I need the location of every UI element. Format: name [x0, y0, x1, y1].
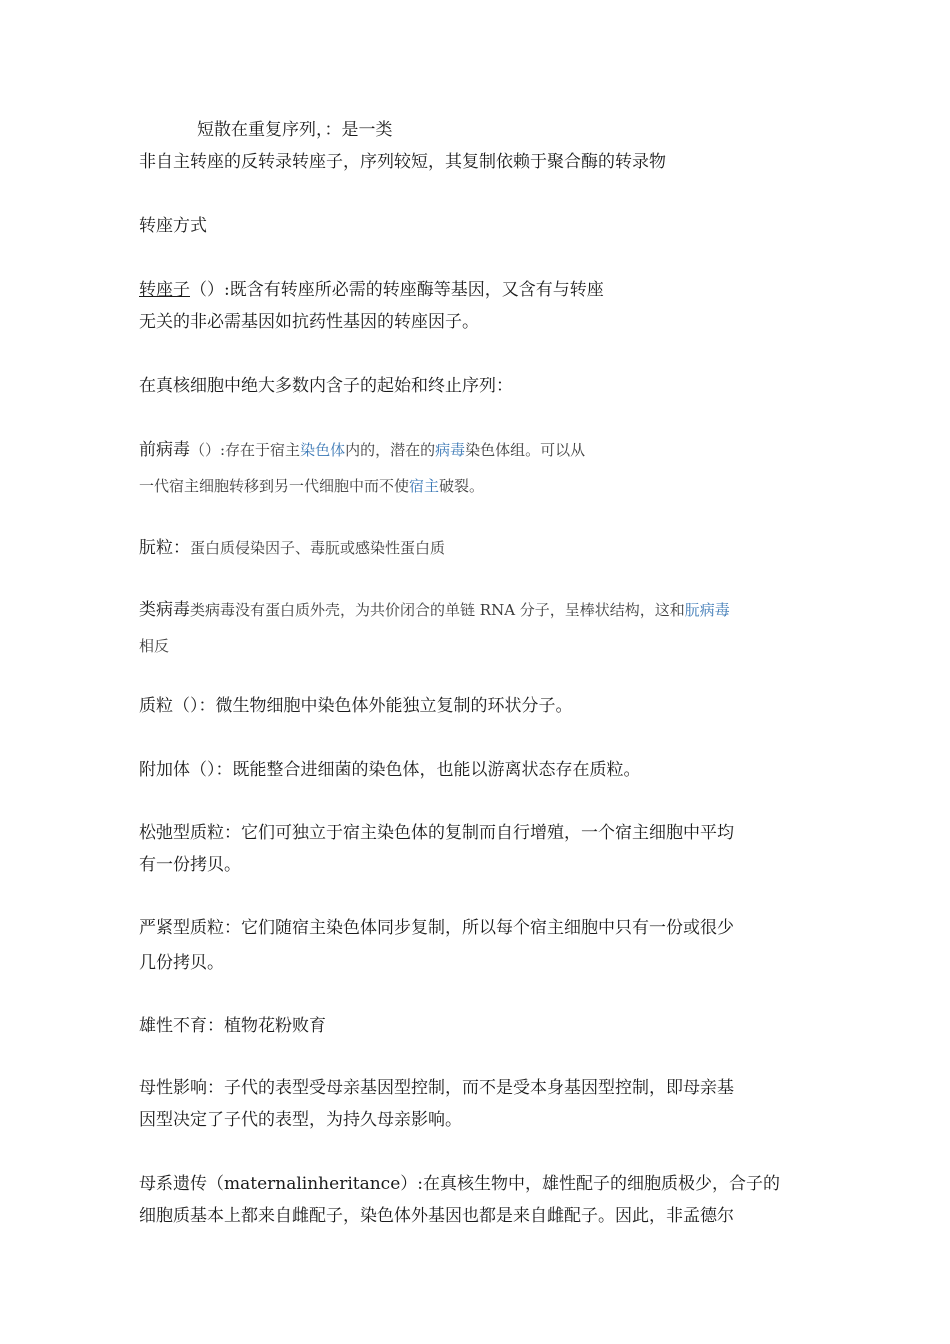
- heading-transposition-mode: 转座方式: [139, 216, 207, 236]
- transposon-def-start: （）:既含有转座所必需的转座酶等基因，又含有与转座: [190, 280, 604, 300]
- term-prion: 朊粒：: [139, 538, 190, 558]
- link-prion[interactable]: 朊病毒: [684, 601, 730, 619]
- provirus-text-a: （）:存在于宿主: [190, 441, 301, 459]
- paragraph-stringent-plasmid-line-2: 几份拷贝。: [139, 953, 224, 973]
- paragraph-male-sterility: 雄性不育：植物花粉败育: [139, 1016, 326, 1036]
- paragraph-transposon-line-1: [139, 278, 604, 302]
- link-virus[interactable]: 病毒: [435, 441, 466, 459]
- paragraph-episome: 附加体（）：既能整合进细菌的染色体，也能以游离状态存在质粒。: [139, 760, 641, 780]
- paragraph-viroid-line-2: 相反: [139, 637, 170, 655]
- paragraph-plasmid: 质粒（）：微生物细胞中染色体外能独立复制的环状分子。: [139, 696, 573, 716]
- term-provirus: 前病毒: [139, 440, 190, 460]
- paragraph-maternal-effect-line-2: 因型决定了子代的表型，为持久母亲影响。: [139, 1110, 462, 1130]
- paragraph-stringent-plasmid-line-1: 严紧型质粒：它们随宿主染色体同步复制，所以每个宿主细胞中只有一份或很少: [139, 918, 734, 938]
- paragraph-viroid-line-1: [139, 598, 730, 622]
- paragraph-intron-sequences: 在真核细胞中绝大多数内含子的起始和终止序列：: [139, 376, 513, 396]
- paragraph-provirus-line-1: [139, 438, 585, 462]
- paragraph-transposon-line-2: 无关的非必需基因如抗药性基因的转座因子。: [139, 312, 479, 332]
- term-viroid: 类病毒: [139, 600, 190, 620]
- term-transposon: 转座子: [139, 280, 190, 300]
- paragraph-maternal-inheritance-line-2: 细胞质基本上都来自雌配子，染色体外基因也都是来自雌配子。因此，非孟德尔: [139, 1206, 734, 1226]
- paragraph-relaxed-plasmid-line-1: 松弛型质粒：它们可独立于宿主染色体的复制而自行增殖，一个宿主细胞中平均: [139, 823, 734, 843]
- paragraph-maternal-effect-line-1: 母性影响：子代的表型受母亲基因型控制，而不是受本身基因型控制，即母亲基: [139, 1078, 734, 1098]
- provirus-text-b: 内的，潜在的: [345, 441, 436, 459]
- provirus-text-d: 一代宿主细胞转移到另一代细胞中而不使: [139, 477, 410, 495]
- paragraph-relaxed-plasmid-line-2: 有一份拷贝。: [139, 855, 241, 875]
- paragraph-prion: [139, 536, 445, 560]
- paragraph-maternal-inheritance-line-1: 母系遗传（maternalinheritance）:在真核生物中，雄性配子的细胞质极少，合子的: [139, 1174, 780, 1194]
- paragraph-sine-line-2: 非自主转座的反转录转座子，序列较短，其复制依赖于聚合酶的转录物: [139, 152, 666, 172]
- viroid-def: 类病毒没有蛋白质外壳，为共价闭合的单链 RNA 分子，呈棒状结构，这和: [190, 601, 685, 619]
- paragraph-provirus-line-2: [139, 474, 484, 498]
- link-chromosome[interactable]: 染色体: [300, 441, 346, 459]
- paragraph-sine-line-1: 短散在重复序列，：是一类: [197, 120, 393, 140]
- link-host[interactable]: 宿主: [409, 477, 440, 495]
- provirus-text-e: 破裂。: [439, 477, 485, 495]
- provirus-text-c: 染色体组。可以从: [465, 441, 586, 459]
- prion-def: 蛋白质侵染因子、毒朊或感染性蛋白质: [190, 539, 446, 557]
